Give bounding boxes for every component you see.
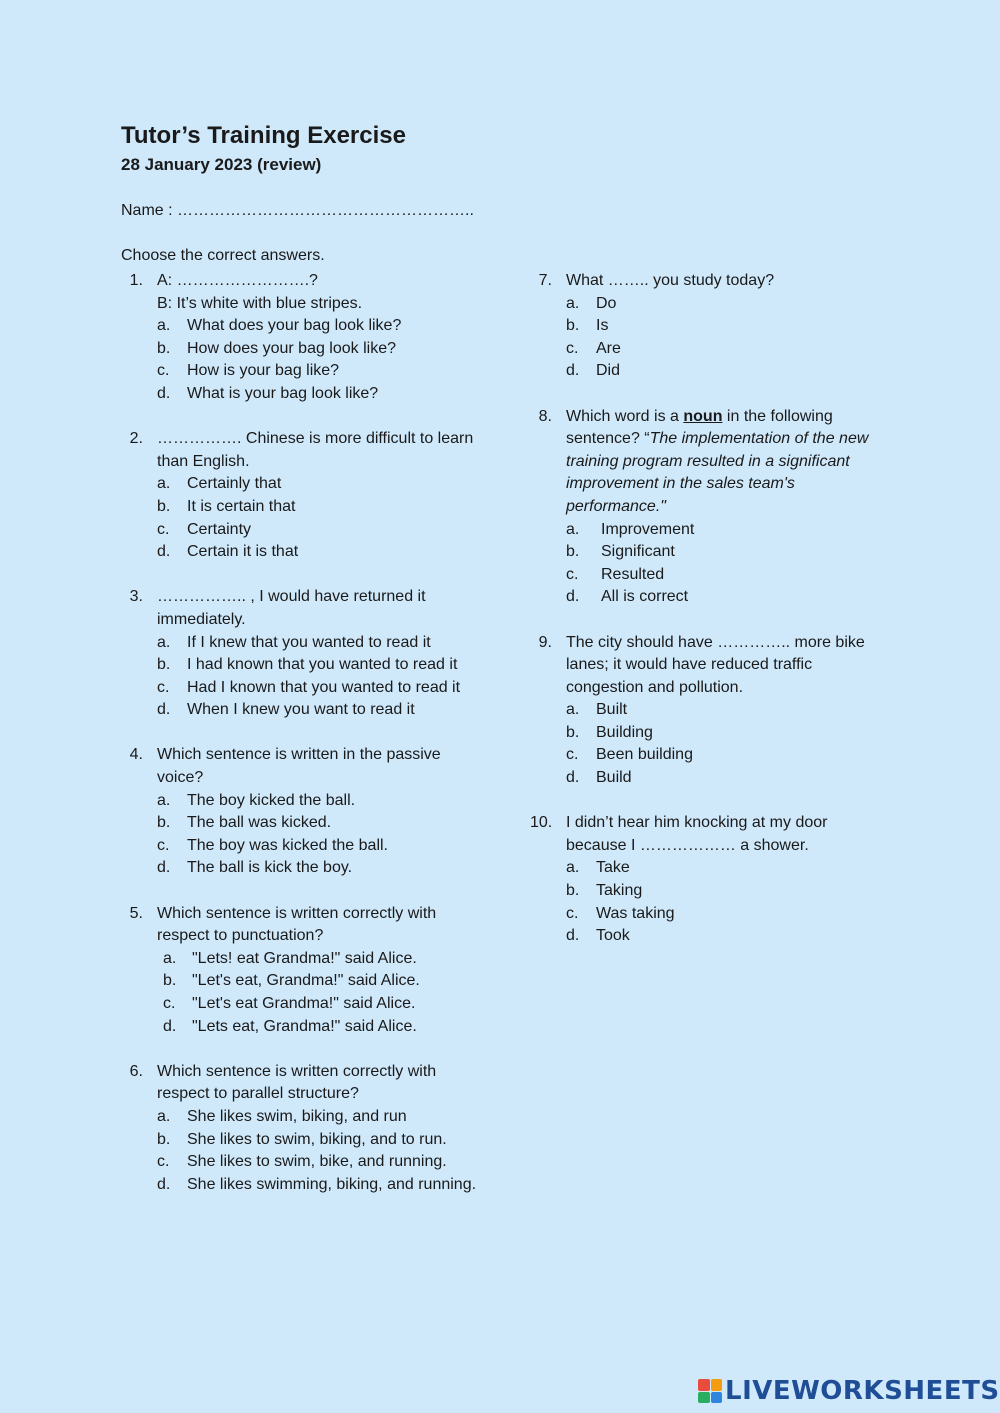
question-text: I didn’t hear him knocking at my door because I ……………… a shower.	[566, 814, 828, 854]
question-number: 1.	[129, 272, 143, 289]
quote-close: "	[660, 497, 666, 515]
question-text: What …….. you study today?	[566, 272, 775, 289]
option-c[interactable]	[566, 564, 875, 587]
question-number: 4.	[129, 746, 143, 764]
logo-square-red	[698, 1379, 710, 1391]
options-list	[566, 857, 875, 947]
question-text: The city should have ………….. more bike lanes; it would have reduced traffic congestion and pollution.	[566, 633, 865, 696]
option-text: I had known that you wanted to read it	[187, 656, 458, 674]
option-text: How is your bag like?	[187, 362, 340, 380]
option-letter: c.	[566, 904, 579, 922]
option-text: The ball is kick the boy.	[187, 859, 353, 877]
option-text: If I knew that you wanted to read it	[187, 633, 431, 651]
logo-icon	[698, 1379, 722, 1403]
question-text: …………….. , I would have returned it immediately.	[157, 588, 426, 628]
left-column	[121, 270, 481, 1219]
option-letter: d.	[566, 927, 580, 945]
question-text: Which sentence is written in the passive voice?	[157, 746, 441, 787]
option-letter: d.	[157, 543, 171, 561]
options-list	[157, 948, 481, 1038]
option-letter: c.	[566, 565, 579, 583]
question-number: 5.	[129, 904, 143, 922]
option-letter: a.	[157, 1107, 171, 1125]
option-letter: d.	[157, 859, 171, 877]
option-text: What does your bag look like?	[187, 317, 402, 335]
question-1	[121, 270, 481, 406]
option-a[interactable]	[157, 473, 481, 496]
question-text	[566, 406, 875, 519]
option-letter: c.	[566, 339, 579, 357]
option-text: Do	[596, 294, 617, 312]
option-text: All is correct	[601, 588, 689, 606]
option-text: Taking	[596, 882, 643, 900]
option-text: The boy was kicked the ball.	[187, 836, 388, 854]
question-text-end: in the following sentence? “	[566, 407, 833, 448]
option-a[interactable]	[157, 948, 481, 971]
option-text: The ball was kicked.	[187, 814, 332, 832]
option-a[interactable]	[566, 857, 875, 880]
option-letter: a.	[566, 701, 580, 719]
question-number: 3.	[129, 588, 143, 606]
option-letter: b.	[157, 656, 171, 674]
options-list	[157, 315, 481, 405]
option-d[interactable]	[566, 586, 875, 609]
option-c[interactable]	[157, 993, 481, 1016]
question-text: ……………. Chinese is more difficult to learn than English.	[157, 430, 474, 470]
option-text: Take	[596, 859, 630, 877]
option-text: Had I known that you wanted to read it	[187, 678, 461, 696]
options-list	[157, 1106, 481, 1196]
option-letter: a.	[157, 633, 171, 651]
option-text: What is your bag look like?	[187, 384, 379, 402]
date-subtitle: 28 January 2023 (review)	[121, 155, 322, 174]
option-c[interactable]	[566, 903, 875, 926]
option-letter: b.	[157, 814, 171, 832]
question-7	[530, 270, 875, 383]
option-a[interactable]	[566, 519, 875, 542]
option-d[interactable]	[157, 1016, 481, 1039]
options-list	[566, 293, 875, 383]
option-letter: b.	[566, 317, 580, 335]
question-number: 10.	[530, 814, 553, 832]
option-c[interactable]	[566, 338, 875, 361]
option-letter: c.	[157, 1153, 170, 1171]
option-a[interactable]	[566, 293, 875, 316]
option-letter: b.	[163, 972, 177, 990]
option-text: Built	[596, 701, 628, 719]
option-a[interactable]	[157, 1106, 481, 1129]
option-letter: d.	[157, 701, 171, 719]
question-line: B: It’s white with blue stripes.	[157, 294, 363, 312]
option-text: Improvement	[601, 520, 695, 538]
option-text: Are	[596, 339, 621, 357]
right-column	[530, 270, 875, 970]
instructions: Choose the correct answers.	[121, 247, 325, 264]
option-text: "Lets! eat Grandma!" said Alice.	[192, 949, 417, 967]
option-letter: b.	[566, 543, 580, 561]
question-number: 9.	[538, 633, 552, 651]
page-title: Tutor’s Training Exercise	[121, 122, 406, 149]
option-letter: b.	[566, 882, 580, 900]
option-d[interactable]	[566, 925, 875, 948]
option-letter: d.	[157, 1175, 171, 1193]
option-c[interactable]	[157, 360, 481, 383]
option-text: She likes to swim, biking, and to run.	[187, 1130, 447, 1148]
option-c[interactable]	[157, 1151, 481, 1174]
logo-square-blue	[711, 1392, 723, 1404]
options-list	[157, 632, 481, 722]
option-b[interactable]	[566, 315, 875, 338]
option-letter: d.	[163, 1017, 177, 1035]
option-d[interactable]	[566, 360, 875, 383]
options-list	[157, 790, 481, 880]
option-d[interactable]	[157, 541, 481, 564]
option-text: She likes to swim, bike, and running.	[187, 1153, 447, 1171]
question-number: 7.	[538, 272, 552, 289]
question-10	[530, 812, 875, 948]
option-d[interactable]	[157, 857, 481, 880]
option-c[interactable]	[157, 677, 481, 700]
option-text: Been building	[596, 746, 693, 764]
option-text: It is certain that	[187, 497, 296, 515]
option-text: Certainty	[187, 520, 252, 538]
option-text: She likes swim, biking, and run	[187, 1107, 407, 1125]
option-b[interactable]	[157, 970, 481, 993]
question-text-start: Which word is a	[566, 407, 684, 425]
question-number: 6.	[129, 1062, 143, 1080]
question-text: Which sentence is written correctly with respect to punctuation?	[157, 904, 437, 945]
liveworksheets-logo[interactable]	[698, 1376, 1000, 1406]
question-4	[121, 744, 481, 880]
quoted-sentence: The implementation of the new training program resulted in a significant improvement in the sales team's performance.	[566, 430, 869, 515]
options-list	[566, 699, 875, 789]
option-a[interactable]	[566, 699, 875, 722]
option-letter: d.	[566, 362, 580, 380]
name-field[interactable]: Name : ………………………………………………..	[121, 202, 474, 219]
option-letter: c.	[157, 678, 170, 696]
option-text: Building	[596, 723, 653, 741]
option-letter: c.	[157, 836, 170, 854]
option-a[interactable]	[157, 315, 481, 338]
logo-square-orange	[711, 1379, 723, 1391]
option-b[interactable]	[157, 338, 481, 361]
option-text: "Lets eat, Grandma!" said Alice.	[192, 1017, 417, 1035]
question-2	[121, 428, 481, 564]
option-letter: c.	[566, 746, 579, 764]
option-text: Certainly that	[187, 475, 282, 493]
option-letter: b.	[157, 497, 171, 515]
option-letter: b.	[566, 723, 580, 741]
option-text: Build	[596, 769, 632, 787]
option-b[interactable]	[566, 880, 875, 903]
option-d[interactable]	[157, 699, 481, 722]
logo-text: LIVEWORKSHEETS	[725, 1376, 1000, 1406]
option-letter: a.	[566, 294, 580, 312]
option-letter: a.	[163, 949, 177, 967]
option-text: Did	[596, 362, 621, 380]
option-letter: b.	[157, 1130, 171, 1148]
option-text: Was taking	[596, 904, 675, 922]
question-line: A: …………………….?	[157, 272, 318, 289]
option-text: The boy kicked the ball.	[187, 791, 356, 809]
option-d[interactable]	[566, 767, 875, 790]
option-b[interactable]	[157, 812, 481, 835]
option-b[interactable]	[157, 1129, 481, 1152]
options-list	[566, 519, 875, 609]
option-b[interactable]	[566, 722, 875, 745]
question-number: 8.	[538, 407, 552, 425]
question-text: Which sentence is written correctly with respect to parallel structure?	[157, 1062, 437, 1103]
option-text: She likes swimming, biking, and running.	[187, 1175, 477, 1193]
option-letter: d.	[157, 384, 171, 402]
option-b[interactable]	[157, 654, 481, 677]
option-text: Resulted	[601, 565, 665, 583]
option-text: Took	[596, 927, 630, 945]
option-d[interactable]	[157, 383, 481, 406]
option-letter: b.	[157, 339, 171, 357]
option-b[interactable]	[157, 496, 481, 519]
question-8	[530, 406, 875, 609]
option-letter: a.	[566, 859, 580, 877]
option-a[interactable]	[157, 790, 481, 813]
option-d[interactable]	[157, 1174, 481, 1197]
question-number: 2.	[129, 430, 143, 448]
question-3	[121, 586, 481, 722]
option-b[interactable]	[566, 541, 875, 564]
option-text: Certain it is that	[187, 543, 299, 561]
option-text: "Let's eat, Grandma!" said Alice.	[192, 972, 420, 990]
option-text: "Let's eat Grandma!" said Alice.	[192, 995, 416, 1012]
option-c[interactable]	[566, 744, 875, 767]
option-letter: d.	[566, 588, 580, 606]
option-c[interactable]	[157, 519, 481, 542]
option-letter: a.	[157, 317, 171, 335]
logo-square-green	[698, 1392, 710, 1404]
option-c[interactable]	[157, 835, 481, 858]
question-6	[121, 1061, 481, 1197]
option-letter: c.	[163, 995, 176, 1012]
option-text: Is	[596, 317, 609, 335]
option-text: When I knew you want to read it	[187, 701, 415, 719]
options-list	[157, 473, 481, 563]
keyword-noun: noun	[683, 407, 723, 425]
question-5	[121, 903, 481, 1039]
option-text: Significant	[601, 543, 675, 561]
option-text: How does your bag look like?	[187, 339, 397, 357]
option-a[interactable]	[157, 632, 481, 655]
option-letter: d.	[566, 769, 580, 787]
option-letter: a.	[157, 475, 171, 493]
question-9	[530, 632, 875, 790]
option-letter: a.	[157, 791, 171, 809]
option-letter: c.	[157, 520, 170, 538]
option-letter: c.	[157, 362, 170, 380]
option-letter: a.	[566, 520, 580, 538]
